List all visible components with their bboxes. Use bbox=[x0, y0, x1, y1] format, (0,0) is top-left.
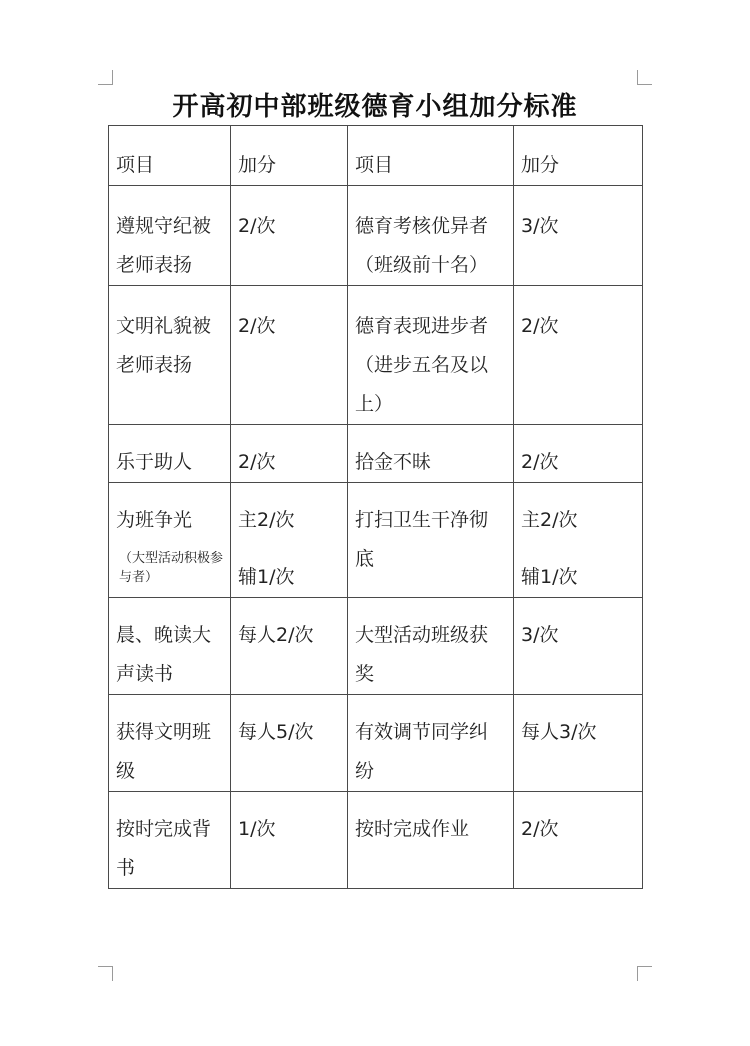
item-cell: 拾金不昧 bbox=[348, 425, 514, 483]
table-row bbox=[109, 425, 643, 483]
page-corner-mark-bottom-left bbox=[98, 966, 113, 981]
page-corner-mark-top-right bbox=[637, 70, 652, 85]
item-cell: 按时完成背书 bbox=[109, 792, 231, 889]
item-cell: 有效调节同学纠纷 bbox=[348, 695, 514, 792]
score-primary: 主2/次 bbox=[238, 509, 295, 531]
item-cell: 德育表现进步者（进步五名及以上） bbox=[348, 286, 514, 425]
score-cell: 每人3/次 bbox=[514, 695, 643, 792]
score-cell bbox=[514, 483, 643, 598]
item-cell: 德育考核优异者（班级前十名） bbox=[348, 186, 514, 286]
item-note: （大型活动积极参与者） bbox=[119, 551, 224, 585]
item-cell: 按时完成作业 bbox=[348, 792, 514, 889]
page-corner-mark-bottom-right bbox=[637, 966, 652, 981]
table-row bbox=[109, 483, 643, 598]
page-corner-mark-top-left bbox=[98, 70, 113, 85]
table-row bbox=[109, 186, 643, 286]
item-cell bbox=[109, 483, 231, 598]
item-cell: 文明礼貌被老师表扬 bbox=[109, 286, 231, 425]
table-header-row bbox=[109, 126, 643, 186]
score-cell: 每人2/次 bbox=[231, 598, 348, 695]
table-row bbox=[109, 695, 643, 792]
item-cell: 打扫卫生干净彻底 bbox=[348, 483, 514, 598]
score-primary: 主2/次 bbox=[521, 509, 578, 531]
header-cell: 加分 bbox=[231, 126, 348, 186]
score-cell: 每人5/次 bbox=[231, 695, 348, 792]
score-cell: 2/次 bbox=[231, 186, 348, 286]
score-cell bbox=[231, 483, 348, 598]
table-row bbox=[109, 286, 643, 425]
header-cell: 项目 bbox=[109, 126, 231, 186]
score-secondary: 辅1/次 bbox=[521, 566, 578, 588]
score-cell: 3/次 bbox=[514, 598, 643, 695]
score-cell: 2/次 bbox=[231, 286, 348, 425]
item-cell: 获得文明班级 bbox=[109, 695, 231, 792]
score-cell: 2/次 bbox=[514, 792, 643, 889]
document-title: 开高初中部班级德育小组加分标准 bbox=[172, 92, 578, 122]
item-cell: 大型活动班级获奖 bbox=[348, 598, 514, 695]
header-cell: 加分 bbox=[514, 126, 643, 186]
score-cell: 3/次 bbox=[514, 186, 643, 286]
score-cell: 2/次 bbox=[514, 286, 643, 425]
score-secondary: 辅1/次 bbox=[238, 566, 295, 588]
header-cell: 项目 bbox=[348, 126, 514, 186]
score-cell: 2/次 bbox=[514, 425, 643, 483]
table-row bbox=[109, 792, 643, 889]
item-cell: 遵规守纪被老师表扬 bbox=[109, 186, 231, 286]
item-cell: 乐于助人 bbox=[109, 425, 231, 483]
score-cell: 1/次 bbox=[231, 792, 348, 889]
score-cell: 2/次 bbox=[231, 425, 348, 483]
scoring-table bbox=[108, 125, 643, 889]
item-label: 为班争光 bbox=[116, 509, 193, 531]
table-row bbox=[109, 598, 643, 695]
item-cell: 晨、晚读大声读书 bbox=[109, 598, 231, 695]
